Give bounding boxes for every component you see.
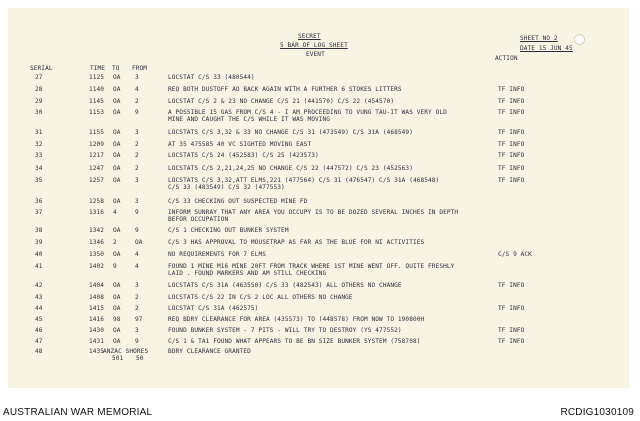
row-action: TF INFO	[498, 109, 525, 116]
row-action: TF INFO	[498, 165, 525, 172]
row-from: 4	[135, 86, 139, 93]
row-48-from-number: 50	[136, 355, 144, 362]
row-serial: 38	[35, 227, 43, 234]
row-serial: 44	[35, 305, 43, 312]
row-event-text: C/S 1 & TA1 FOUND WHAT APPEARS TO BE BN SIZE BUNKER SYSTEM (758708)	[168, 338, 421, 345]
row-event-text: MINE AND CAUGHT THE C/S WHILE IT WAS MOVING	[168, 116, 331, 123]
row-event-text: NO REQUIREMENTS FOR 7 ELMS	[168, 251, 266, 258]
row-time: 1415	[89, 305, 105, 312]
row-time: 1217	[89, 152, 105, 159]
row-to: OA	[113, 282, 121, 289]
row-to: OA	[113, 141, 121, 148]
row-time: 1140	[89, 86, 105, 93]
row-from: 2	[135, 98, 139, 105]
row-from: 3	[135, 327, 139, 334]
row-to: ANZAC SHORES	[103, 348, 149, 355]
row-action: TF INFO	[498, 141, 525, 148]
row-from: 9	[135, 209, 139, 216]
row-from: 3	[135, 198, 139, 205]
row-from: 4	[135, 263, 139, 270]
row-time: 1346	[89, 239, 105, 246]
row-event-text: LOCSTATS C/S 22 IN C/S 2 LOC ALL OTHERS NO CHANGE	[168, 294, 353, 301]
row-action: TF INFO	[498, 305, 525, 312]
row-action: TF INFO	[498, 338, 525, 345]
row-to: OA	[113, 98, 121, 105]
row-event-text: BEFOR OCCUPATION	[168, 216, 229, 223]
row-time: 1247	[89, 165, 105, 172]
row-event-text: FOUND 1 MINE M16 MINE 20FT FROM TRACK WHERE 1ST MINE WENT OFF. QUITE FRESHLY	[168, 263, 455, 270]
row-to: OA	[113, 251, 121, 258]
row-time: 1416	[89, 316, 105, 323]
row-action: TF INFO	[498, 98, 525, 105]
row-time: 1153	[89, 109, 105, 116]
row-action: TF INFO	[498, 86, 525, 93]
row-serial: 42	[35, 282, 43, 289]
row-time: 1125	[89, 74, 105, 81]
row-from: 3	[135, 129, 139, 136]
row-time: 1404	[89, 282, 105, 289]
to-column-heading: TO	[112, 65, 120, 72]
row-serial: 36	[35, 198, 43, 205]
row-from: 2	[135, 305, 139, 312]
row-serial: 41	[35, 263, 43, 270]
row-serial: 28	[35, 86, 43, 93]
row-to: OA	[113, 305, 121, 312]
row-to: OA	[113, 177, 121, 184]
row-event-text: REQ BOTH DUSTOFF AO BACK AGAIN WITH A FURTHER 6 STOKES LITTERS	[168, 86, 402, 93]
row-serial: 40	[35, 251, 43, 258]
row-event-text: C/S 3 HAS APPROVAL TO MOUSETRAP AS FAR AS THE BLUE FOR NI ACTIVITIES	[168, 239, 425, 246]
row-48-to-number: 501	[112, 355, 124, 362]
archive-credit: AUSTRALIAN WAR MEMORIAL	[3, 407, 153, 418]
row-action: TF INFO	[498, 327, 525, 334]
row-to: OA	[113, 294, 121, 301]
row-to: OA	[113, 129, 121, 136]
row-time: 1402	[89, 263, 105, 270]
row-event-text: LOCSTATS C/S 24 (452583) C/S 25 (423573)	[168, 152, 319, 159]
row-from: 9	[135, 109, 139, 116]
row-serial: 33	[35, 152, 43, 159]
event-column-heading: EVENT	[306, 51, 325, 58]
row-event-text: LOCSTATS C/S 3,32,ATT ELMS,221 (477564) C/S 31 (476547) C/S 31A (468548)	[168, 177, 440, 184]
row-action: TF INFO	[498, 129, 525, 136]
row-from: 4	[135, 251, 139, 258]
row-serial: 43	[35, 294, 43, 301]
row-serial: 32	[35, 141, 43, 148]
time-column-heading: TIME	[90, 65, 106, 72]
row-event-text: FOUND BUNKER SYSTEM - 7 PITS - WILL TRY TO DESTROY (YS 477552)	[168, 327, 402, 334]
row-event-text: BDRY CLEARANCE GRANTED	[168, 348, 251, 355]
row-event-text: A POSSIBLE 15 GAS FROM C/S 4 - I AM PROCEEDING TO VUNG TAU-IT WAS VERY OLD	[168, 109, 447, 116]
row-time: 1350	[89, 251, 105, 258]
row-serial: 45	[35, 316, 43, 323]
from-column-heading: FROM	[132, 65, 148, 72]
row-to: OA	[113, 198, 121, 205]
row-from: OA	[135, 239, 143, 246]
sheet-title: 5 BAR OF LOG SHEET	[280, 42, 348, 49]
row-action: TF INFO	[498, 282, 525, 289]
row-event-text: C/S 1 CHECKING OUT BUNKER SYSTEM	[168, 227, 289, 234]
row-from: 2	[135, 294, 139, 301]
row-from: 3	[135, 282, 139, 289]
row-to: OA	[113, 86, 121, 93]
row-event-text: INFORM SUNRAY THAT ANY AREA YOU OCCUPY IS TO BE DOZED SEVERAL INCHES IN DEPTH	[168, 209, 459, 216]
row-serial: 48	[35, 348, 43, 355]
sheet-number: SHEET NO 2	[520, 35, 558, 42]
row-serial: 35	[35, 177, 43, 184]
row-time: 1258	[89, 198, 105, 205]
row-from: 3	[135, 177, 139, 184]
row-time: 1145	[89, 98, 105, 105]
classification-heading: SECRET	[298, 33, 321, 40]
row-from: 2	[135, 141, 139, 148]
row-serial: 30	[35, 109, 43, 116]
log-sheet-page	[8, 8, 629, 388]
row-event-text: LOCSTATS C/S 31A (463550) C/S 33 (482543) ALL OTHERS NO CHANGE	[168, 282, 402, 289]
row-event-text: REQ BDRY CLEARANCE FOR AREA (435573) TO (448578) FROM NOW TO 190800H	[168, 316, 425, 323]
row-from: 2	[135, 152, 139, 159]
row-serial: 46	[35, 327, 43, 334]
row-to: OA	[113, 165, 121, 172]
row-time: 1430	[89, 327, 105, 334]
row-event-text: LAID . FOUND MARKERS AND AM STILL CHECKING	[168, 270, 327, 277]
row-serial: 31	[35, 129, 43, 136]
row-serial: 39	[35, 239, 43, 246]
row-from: 9	[135, 227, 139, 234]
row-from: 97	[135, 316, 143, 323]
row-time: 1209	[89, 141, 105, 148]
row-time: 1342	[89, 227, 105, 234]
row-time: 1155	[89, 129, 105, 136]
row-serial: 29	[35, 98, 43, 105]
row-from: 9	[135, 338, 139, 345]
row-to: 98	[113, 316, 121, 323]
row-serial: 27	[35, 74, 43, 81]
row-to: OA	[113, 338, 121, 345]
row-event-text: LOCSTAT C/S 33 (480544)	[168, 74, 255, 81]
row-to: 2	[113, 239, 117, 246]
serial-column-heading: SERIAL	[30, 65, 53, 72]
row-time: 1257	[89, 177, 105, 184]
row-time: 1431	[89, 338, 105, 345]
row-serial: 34	[35, 165, 43, 172]
row-action: TF INFO	[498, 177, 525, 184]
row-to: OA	[113, 227, 121, 234]
row-from: 3	[135, 74, 139, 81]
row-event-text: C/S 33 (483549) C/S 32 (477553)	[168, 184, 285, 191]
row-event-text: LOCSTAT C/S 31A (462575)	[168, 305, 259, 312]
row-event-text: LOCSTATS C/S 3,32 & 33 NO CHANGE C/S 31 (473549) C/S 31A (468549)	[168, 129, 413, 136]
archive-reference: RCDIG1030109	[560, 407, 634, 418]
row-from: 2	[135, 165, 139, 172]
row-time: 1408	[89, 294, 105, 301]
row-to: OA	[113, 152, 121, 159]
row-to: OA	[113, 74, 121, 81]
row-serial: 37	[35, 209, 43, 216]
row-serial: 47	[35, 338, 43, 345]
sheet-date: DATE 15 JUN 45	[520, 45, 573, 52]
row-event-text: AT 35 475585 40 VC SIGHTED MOVING EAST	[168, 141, 312, 148]
row-time: 1435	[89, 348, 105, 355]
row-time: 1316	[89, 209, 105, 216]
row-event-text: LOCSTATS C/S 2,21,24,25 NO CHANGE C/S 22 (447572) C/S 23 (452563)	[168, 165, 413, 172]
row-action: C/S 9 ACK	[498, 251, 532, 258]
punch-hole	[574, 34, 585, 45]
row-to: 9	[113, 263, 117, 270]
row-to: OA	[113, 109, 121, 116]
row-event-text: C/S 33 CHECKING OUT SUSPECTED MINE FD	[168, 198, 308, 205]
row-to: OA	[113, 327, 121, 334]
row-action: TF INFO	[498, 152, 525, 159]
row-to: 4	[113, 209, 117, 216]
row-event-text: LOCSTAT C/S 2 & 23 NO CHANGE C/S 21 (441570) C/S 22 (454570)	[168, 98, 395, 105]
action-column-heading: ACTION	[495, 55, 518, 62]
